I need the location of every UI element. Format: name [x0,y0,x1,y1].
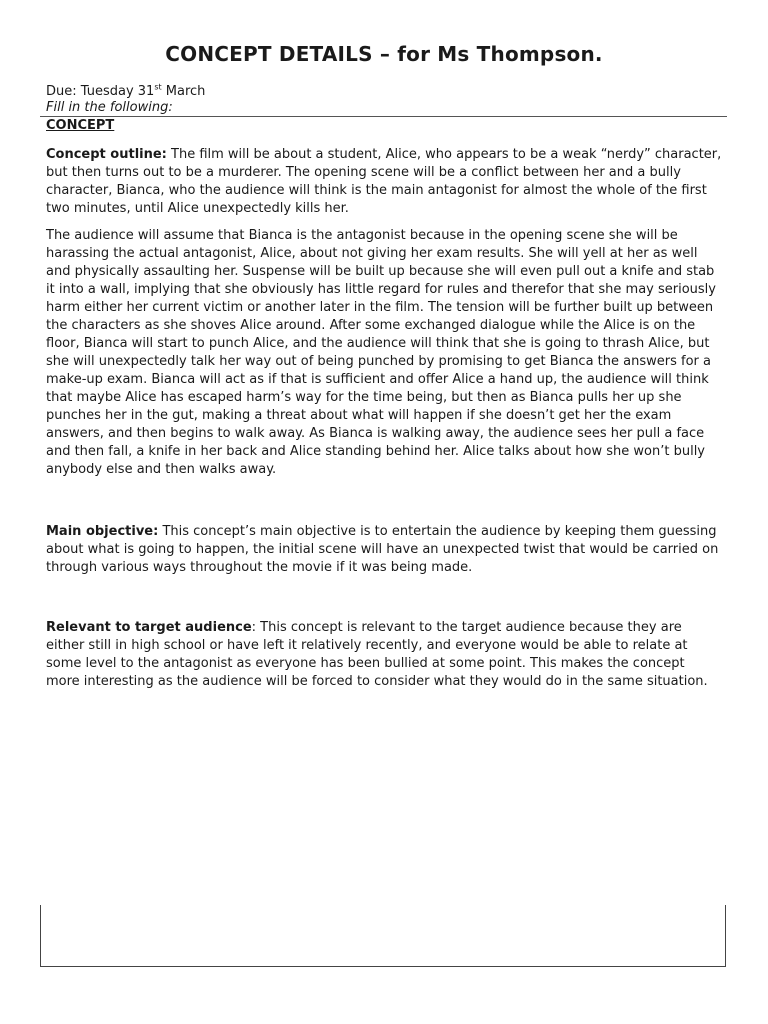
due-date-text: Due: Tuesday 31 [46,84,155,99]
header-divider [40,116,727,117]
document-title: CONCEPT DETAILS – for Ms Thompson. [165,42,603,66]
instruction-text: Fill in the following: [46,100,173,115]
target-audience-paragraph [46,619,722,691]
due-date [46,84,205,100]
main-objective-text: This concept’s main objective is to entertain the audience by keeping them guessing about what is going to happen, the initial scene will have an unexpected twist that would be carried on through various ways throughout the movie if it was being made. [46,524,719,575]
due-date-month: March [161,84,206,99]
concept-outline-label: Concept outline: [46,147,167,162]
concept-outline-paragraph [46,146,722,218]
concept-outline-text: The film will be about a student, Alice, who appears to be a weak “nerdy” character, but then turns out to be a murderer. The opening scene will be a conflict between her and a bully character, Bianca, who the audience will think is the main antagonist for almost the whole of the first two minutes, until Alice unexpectedly kills her. [46,147,722,216]
main-objective-paragraph [46,523,722,577]
target-audience-label: Relevant to target audience [46,620,252,635]
due-date-ordinal: st [154,82,162,92]
document-body [46,146,722,691]
target-audience-text: : This concept is relevant to the target audience because they are either still in high school or have left it relatively recently, and everyone would be able to relate at some level to the antagonist as everyone has been bullied at some point. This makes the concept more interesting as the audience will be forced to consider what they would do in the same situation. [46,620,708,689]
story-paragraph: The audience will assume that Bianca is the antagonist because in the opening scene she will be harassing the actual antagonist, Alice, about not giving her exam results. She will yell at her as well and physically assaulting her. Suspense will be built up because she will even pull out a knife and stab it into a wall, implying that she obviously has little regard for rules and therefor that she may seriously harm either her current victim or another later in the film. The tension will be further built up between the characters as she shoves Alice around. After some exchanged dialogue while the Alice is on the floor, Bianca will start to punch Alice, and the audience will think that she is going to thrash Alice, but she will unexpectedly talk her way out of being punched by promising to get Bianca the answers for a make-up exam. Bianca will act as if that is sufficient and offer Alice a hand up, the audience will think that maybe Alice has escaped harm’s way for the time being, but then as Bianca pulls her up she punches her in the gut, making a threat about what will happen if she doesn’t get her the exam answers, and then begins to walk away. As Bianca is walking away, the audience sees her pull a face and then fall, a knife in her back and Alice standing behind her. Alice talks about how she won’t bully anybody else and then walks away. [46,228,716,477]
main-objective-label: Main objective: [46,524,159,539]
bottom-frame-box [40,905,726,967]
document-meta [46,84,205,116]
section-heading: CONCEPT [46,118,115,133]
